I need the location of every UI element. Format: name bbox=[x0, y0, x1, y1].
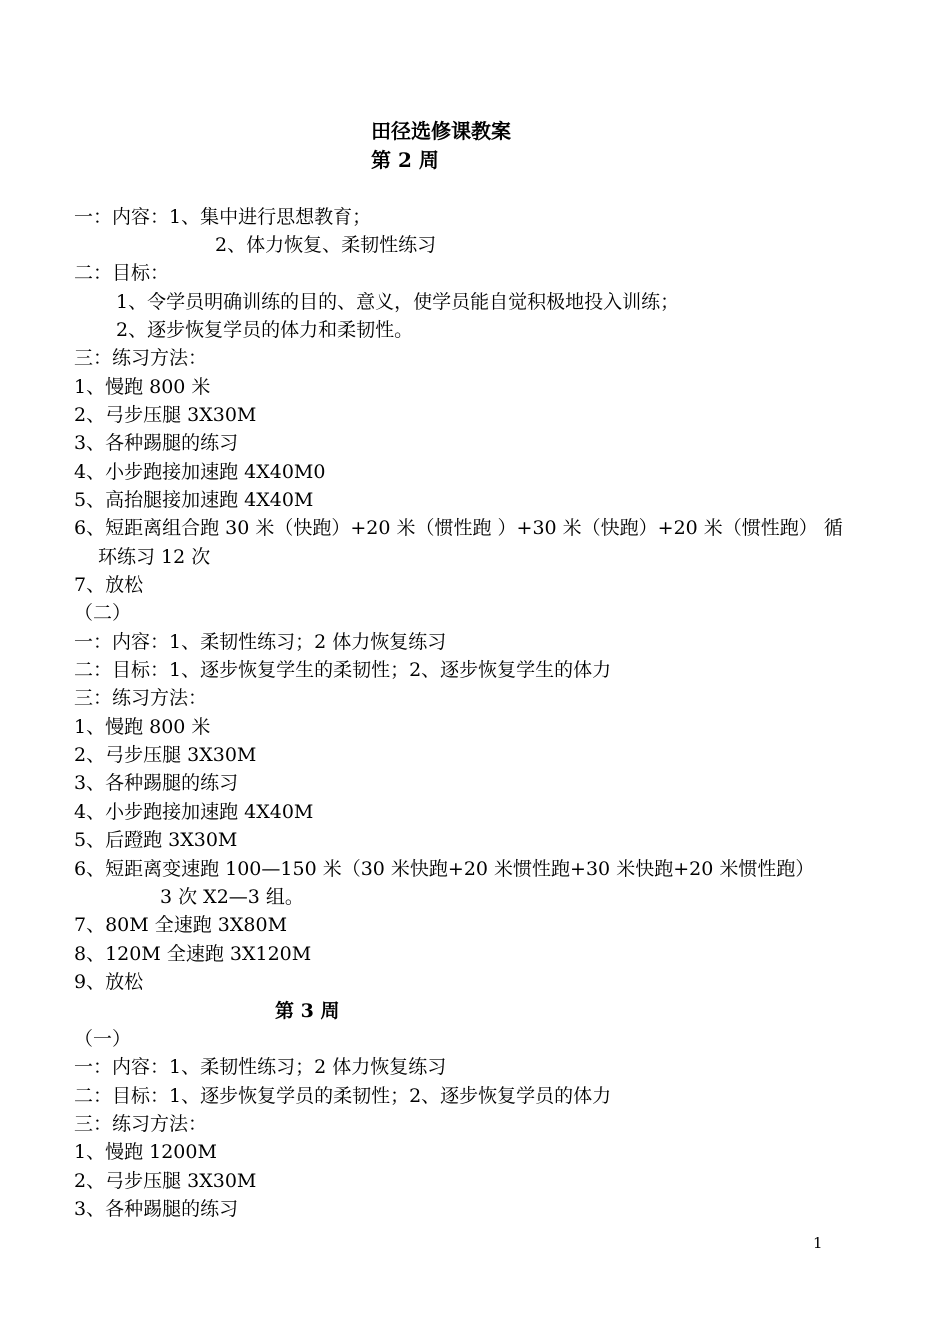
goal-line: 二：目标：1、逐步恢复学员的柔韧性；2、逐步恢复学员的体力 bbox=[74, 1085, 612, 1107]
method-label: 三：练习方法： bbox=[74, 347, 208, 369]
goal-label: 二：目标： bbox=[74, 262, 170, 284]
method-item: 6、短距离变速跑 100—150 米（30 米快跑+20 米惯性跑+30 米快跑+20 米惯性跑） bbox=[74, 858, 815, 880]
method-item-continued: 环练习 12 次 bbox=[98, 546, 211, 568]
method-item: 4、小步跑接加速跑 4X40M0 bbox=[74, 461, 326, 483]
method-item: 4、小步跑接加速跑 4X40M bbox=[74, 801, 314, 823]
page-number: 1 bbox=[813, 1234, 823, 1252]
method-item: 5、后蹬跑 3X30M bbox=[74, 829, 238, 851]
method-item: 2、弓步压腿 3X30M bbox=[74, 1170, 257, 1192]
method-item: 5、高抬腿接加速跑 4X40M bbox=[74, 489, 314, 511]
method-item: 1、慢跑 1200M bbox=[74, 1141, 217, 1163]
method-label: 三：练习方法： bbox=[74, 1113, 208, 1135]
method-item: 7、放松 bbox=[74, 574, 144, 596]
content-line: 一：内容：1、集中进行思想教育； bbox=[74, 206, 372, 228]
document-title: 田径选修课教案 bbox=[371, 119, 511, 143]
method-item: 3、各种踢腿的练习 bbox=[74, 772, 239, 794]
method-item: 1、慢跑 800 米 bbox=[74, 376, 211, 398]
section-label: （二） bbox=[74, 602, 132, 624]
content-item: 2、体力恢复、柔韧性练习 bbox=[215, 234, 437, 256]
section-label: （一） bbox=[74, 1028, 132, 1050]
method-item: 7、80M 全速跑 3X80M bbox=[74, 914, 288, 936]
week-3-heading: 第 3 周 bbox=[275, 1000, 340, 1022]
goal-line: 二：目标：1、逐步恢复学生的柔韧性；2、逐步恢复学生的体力 bbox=[74, 659, 612, 681]
method-item: 8、120M 全速跑 3X120M bbox=[74, 943, 312, 965]
method-item: 2、弓步压腿 3X30M bbox=[74, 404, 257, 426]
method-item: 3、各种踢腿的练习 bbox=[74, 1198, 239, 1220]
method-item-continued: 3 次 X2—3 组。 bbox=[160, 886, 304, 908]
week-2-heading: 第 2 周 bbox=[371, 148, 439, 172]
method-label: 三：练习方法： bbox=[74, 687, 208, 709]
method-item: 2、弓步压腿 3X30M bbox=[74, 744, 257, 766]
content-line: 一：内容：1、柔韧性练习；2 体力恢复练习 bbox=[74, 631, 447, 653]
method-item: 3、各种踢腿的练习 bbox=[74, 432, 239, 454]
content-line: 一：内容：1、柔韧性练习；2 体力恢复练习 bbox=[74, 1056, 447, 1078]
method-item: 9、放松 bbox=[74, 971, 144, 993]
goal-item: 1、令学员明确训练的目的、意义，使学员能自觉积极地投入训练； bbox=[116, 291, 680, 313]
method-item: 6、短距离组合跑 30 米（快跑）+20 米（惯性跑 ）+30 米（快跑）+20 米（惯性跑） 循 bbox=[74, 517, 843, 539]
method-item: 1、慢跑 800 米 bbox=[74, 716, 211, 738]
goal-item: 2、逐步恢复学员的体力和柔韧性。 bbox=[116, 319, 414, 341]
